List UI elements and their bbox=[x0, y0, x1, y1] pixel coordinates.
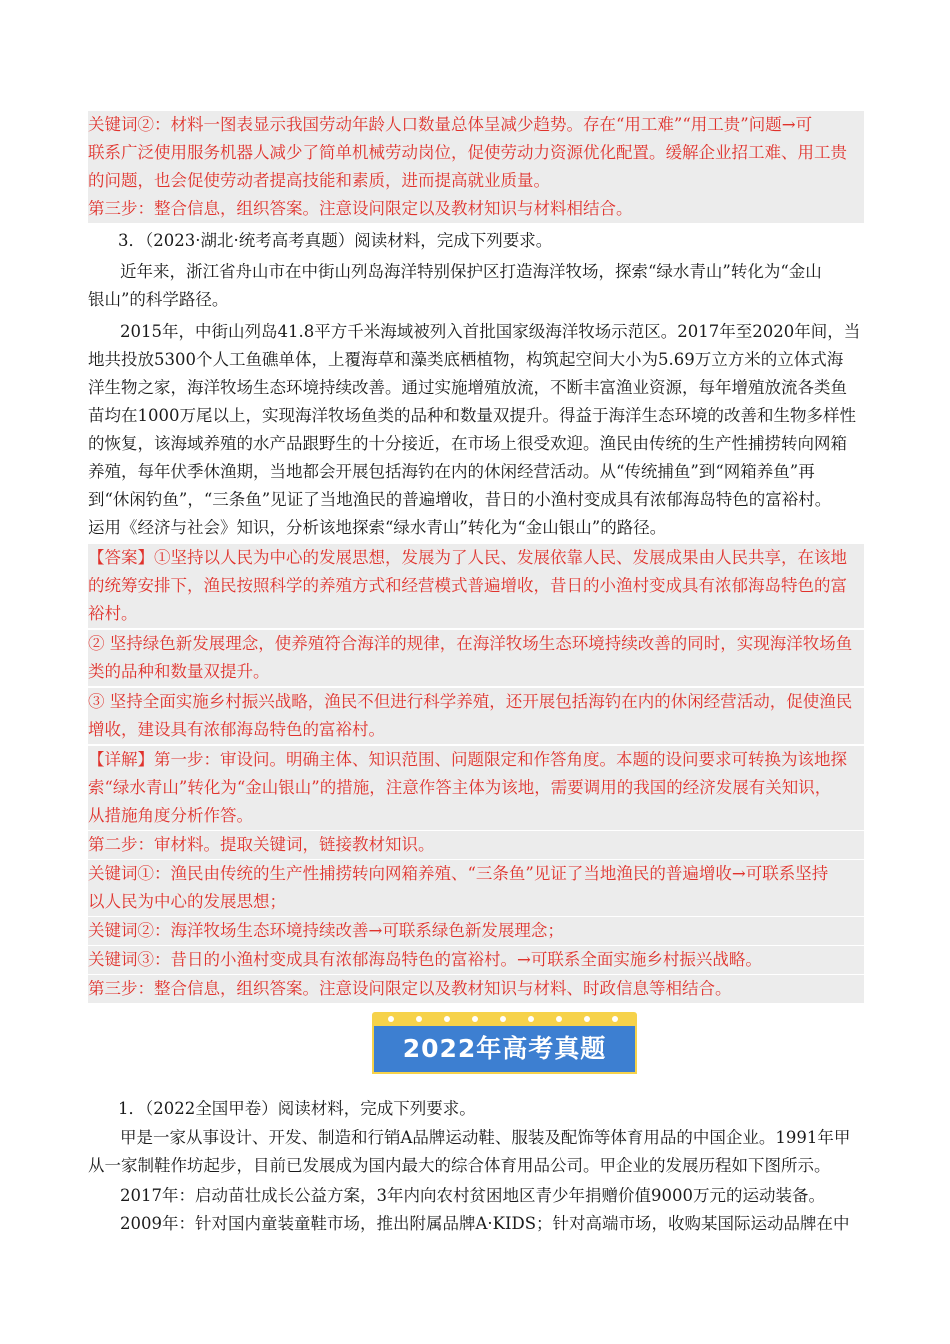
q3-material-line: 近年来，浙江省舟山市在中街山列岛海洋特别保护区打造海洋牧场，探索“绿水青山”转化为“金山 bbox=[120, 262, 822, 281]
q1-material-line: 2009年：针对国内童装童鞋市场，推出附属品牌A·KIDS；针对高端市场，收购某国际运动品牌在中 bbox=[120, 1214, 850, 1233]
q3-detail-line: 第三步：整合信息，组织答案。注意设问限定以及教材知识与材料、时政信息等相结合。 bbox=[88, 975, 864, 1003]
q3-detail-line: 从措施角度分析作答。 bbox=[88, 802, 864, 830]
q3-material-line: 的恢复，该海域养殖的水产品跟野生的十分接近，在市场上很受欢迎。渔民由传统的生产性捕捞转向网箱 bbox=[88, 434, 847, 453]
banner-dot bbox=[500, 1016, 506, 1022]
q3-detail-line: 关键词②：海洋牧场生态环境持续改善→可联系绿色新发展理念； bbox=[88, 917, 864, 945]
banner-dot bbox=[444, 1016, 450, 1022]
q3-detail-line: 第二步：审材料。提取关键词，链接教材知识。 bbox=[88, 831, 864, 859]
q1-material-line: 2017年：启动苗壮成长公益方案，3年内向农村贫困地区青少年捐赠价值9000万元的运动装备。 bbox=[120, 1186, 825, 1205]
banner-dot bbox=[556, 1016, 562, 1022]
q3-material-line: 银山”的科学路径。 bbox=[88, 290, 229, 309]
q1-material-line: 从一家制鞋作坊起步，目前已发展成为国内最大的综合体育用品公司。甲企业的发展历程如下图所示。 bbox=[88, 1156, 831, 1175]
q3-material-line: 2015年，中街山列岛41.8平方千米海域被列入首批国家级海洋牧场示范区。2017年至2020年间，当 bbox=[120, 322, 861, 341]
q3-material-line: 地共投放5300个人工鱼礁单体，上覆海草和藻类底栖植物，构筑起空间大小为5.69万立方米的立体式海 bbox=[88, 350, 844, 369]
banner-decoration bbox=[372, 1012, 637, 1026]
banner-dot bbox=[584, 1016, 590, 1022]
banner-dot bbox=[528, 1016, 534, 1022]
q3-answer-line: 【答案】①坚持以人民为中心的发展思想，发展为了人民、发展依靠人民、发展成果由人民共享，在该地 bbox=[88, 544, 864, 572]
q3-answer-line: ② 坚持绿色新发展理念，使养殖符合海洋的规律，在海洋牧场生态环境持续改善的同时，实现海洋牧场鱼 bbox=[88, 630, 864, 658]
banner-dot bbox=[416, 1016, 422, 1022]
q3-detail-line: 关键词③：昔日的小渔村变成具有浓郁海岛特色的富裕村。→可联系全面实施乡村振兴战略。 bbox=[88, 946, 864, 974]
banner-dot bbox=[612, 1016, 618, 1022]
q1-material-line: 甲是一家从事设计、开发、制造和行销A品牌运动鞋、服装及配饰等体育用品的中国企业。1991年甲 bbox=[120, 1128, 851, 1147]
q3-answer-line: ③ 坚持全面实施乡村振兴战略，渔民不但进行科学养殖，还开展包括海钓在内的休闲经营活动，促使渔民 bbox=[88, 688, 864, 716]
keyword-2-line-2: 联系广泛使用服务机器人减少了简单机械劳动岗位，促使劳动力资源优化配置。缓解企业招工难、用工贵 bbox=[88, 139, 864, 167]
question-1-header: 1．（2022全国甲卷）阅读材料，完成下列要求。 bbox=[118, 1099, 476, 1118]
q3-material-line: 养殖，每年伏季休渔期，当地都会开展包括海钓在内的休闲经营活动。从“传统捕鱼”到“网箱养鱼”再 bbox=[88, 462, 815, 481]
q3-answer-line: 裕村。 bbox=[88, 600, 864, 628]
banner-body bbox=[372, 1024, 637, 1074]
keyword-2-line-3: 的问题，也会促使劳动者提高技能和素质，进而提高就业质量。 bbox=[88, 167, 864, 195]
q3-material-line: 到“休闲钓鱼”，“三条鱼”见证了当地渔民的普遍增收，昔日的小渔村变成具有浓郁海岛特色的富裕村。 bbox=[88, 490, 832, 509]
q3-detail-line: 索“绿水青山”转化为“金山银山”的措施，注意作答主体为该地，需要调用的我国的经济发展有关知识， bbox=[88, 774, 864, 802]
q3-detail-line: 关键词①：渔民由传统的生产性捕捞转向网箱养殖、“三条鱼”见证了当地渔民的普遍增收→可联系坚持 bbox=[88, 860, 864, 888]
keyword-2-line-1: 关键词②：材料一图表显示我国劳动年龄人口数量总体呈减少趋势。存在“用工难”“用工贵”问题→可 bbox=[88, 111, 864, 139]
section-banner bbox=[372, 1012, 637, 1074]
q3-material-line: 洋生物之家，海洋牧场生态环境持续改善。通过实施增殖放流，不断丰富渔业资源，每年增殖放流各类鱼 bbox=[88, 378, 847, 397]
q3-detail-line: 【详解】第一步：审设问。明确主体、知识范围、问题限定和作答角度。本题的设问要求可转换为该地探 bbox=[88, 746, 864, 774]
q3-material-line: 苗均在1000万尾以上，实现海洋牧场鱼类的品种和数量双提升。得益于海洋生态环境的改善和生物多样性 bbox=[88, 406, 856, 425]
q3-answer-line: 增收，建设具有浓郁海岛特色的富裕村。 bbox=[88, 716, 864, 744]
q3-answer-line: 类的品种和数量双提升。 bbox=[88, 658, 864, 686]
banner-title: 2022年高考真题 bbox=[402, 1034, 607, 1063]
q3-detail-line: 以人民为中心的发展思想； bbox=[88, 888, 864, 916]
q3-answer-line: 的统筹安排下，渔民按照科学的养殖方式和经营模式普遍增收，昔日的小渔村变成具有浓郁海岛特色的富 bbox=[88, 572, 864, 600]
banner-dot bbox=[388, 1016, 394, 1022]
banner-dot bbox=[472, 1016, 478, 1022]
q3-question-line: 运用《经济与社会》知识，分析该地探索“绿水青山”转化为“金山银山”的路径。 bbox=[88, 518, 667, 537]
question-3-header: 3．（2023·湖北·统考高考真题）阅读材料，完成下列要求。 bbox=[118, 231, 553, 250]
step-3-line: 第三步：整合信息，组织答案。注意设问限定以及教材知识与材料相结合。 bbox=[88, 195, 864, 223]
